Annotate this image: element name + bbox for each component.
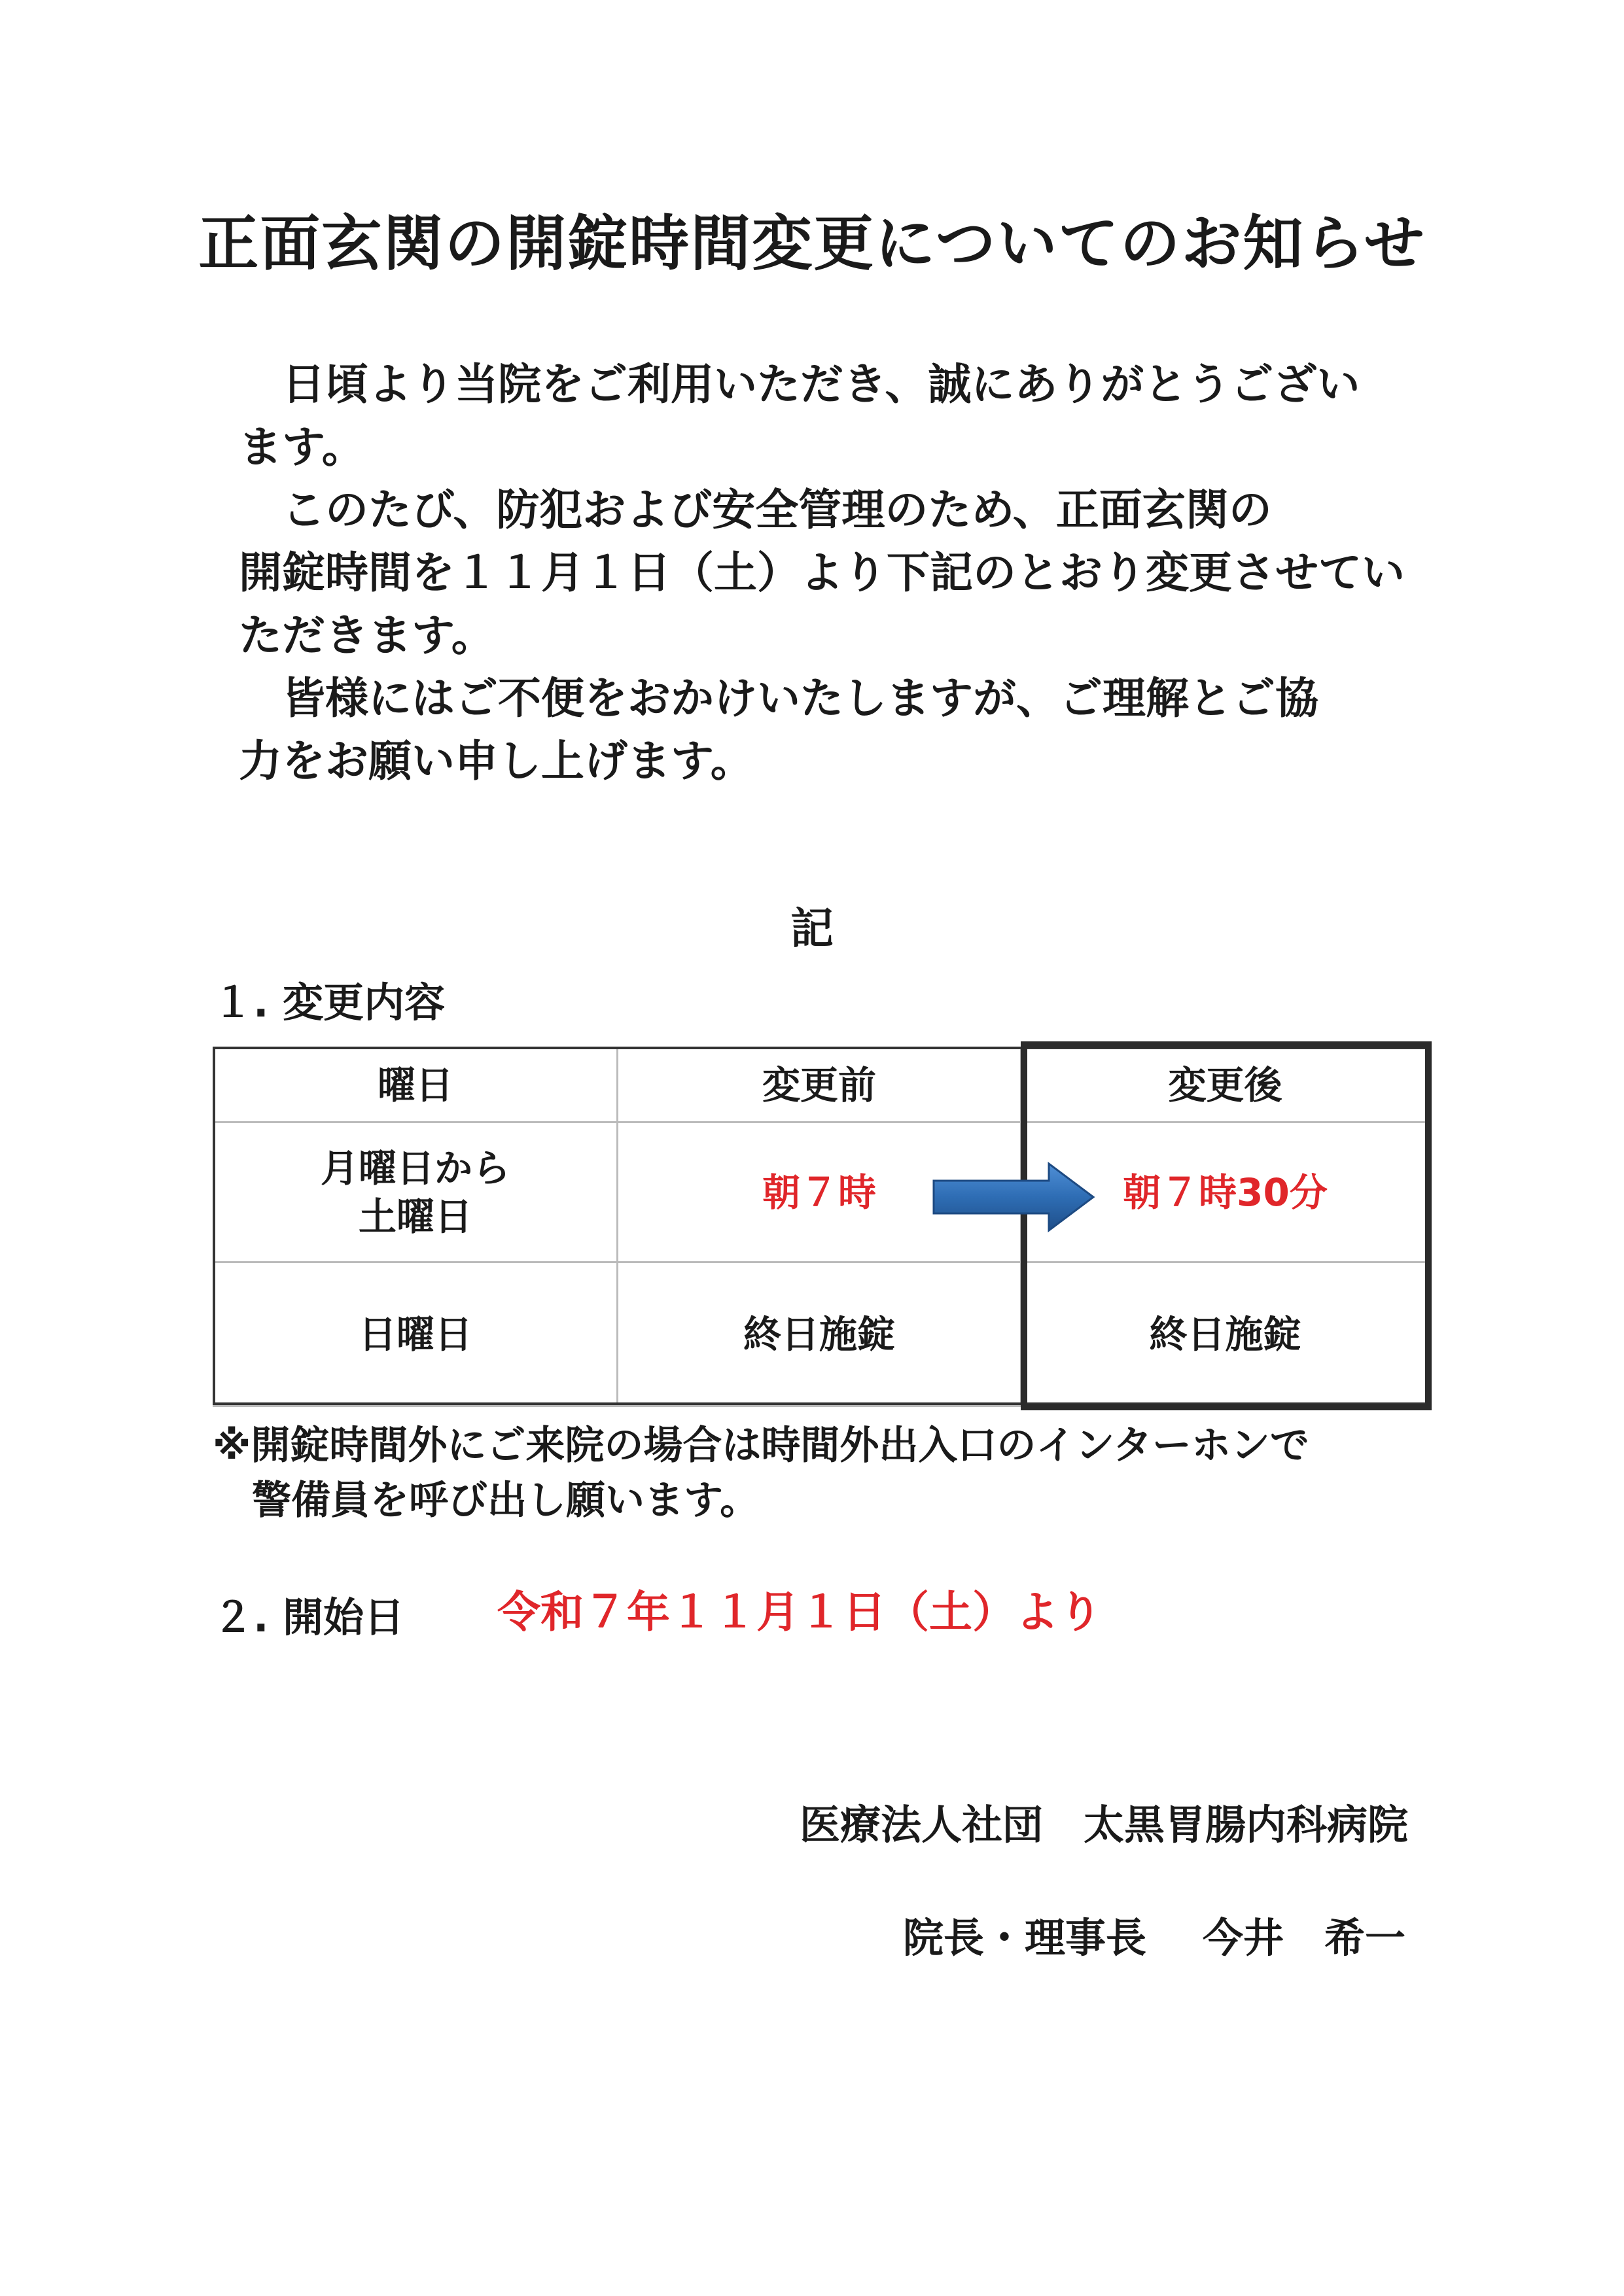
body-line: 日頃より当院をご利用いただき、誠にありがとうござい [239, 359, 1360, 409]
before-time: 朝７時 [618, 1122, 1021, 1262]
after-hours-note [213, 1418, 1309, 1528]
before-time: 終日施錠 [618, 1262, 1021, 1406]
header-before: 変更前 [618, 1048, 1021, 1122]
section-2-number: ２. [213, 1593, 269, 1641]
body-line: ます。 [239, 422, 365, 472]
body-line: 力をお願い申し上げます。 [239, 736, 754, 786]
table-header-row [214, 1048, 1430, 1122]
section-2-heading [213, 1588, 404, 1647]
day-line: 月曜日から [320, 1145, 510, 1191]
header-day: 曜日 [214, 1048, 618, 1122]
section-2-label: 開始日 [283, 1593, 405, 1641]
body-line: 皆様にはご不便をおかけいたしますが、ご理解とご協 [239, 673, 1318, 723]
after-time: 終日施錠 [1021, 1262, 1430, 1406]
day-cell [214, 1122, 618, 1262]
section-1-number: １. [213, 979, 269, 1026]
body-line: ただきます。 [239, 610, 495, 661]
note-line: 警備員を呼び出し願います。 [213, 1478, 760, 1523]
intro-paragraph [239, 353, 1417, 793]
table-row [214, 1262, 1430, 1406]
note-line: ※開錠時間外にご来院の場合は時間外出入口のインターホンで [213, 1423, 1309, 1469]
section-1-heading [213, 973, 445, 1032]
schedule-table [213, 1047, 1430, 1407]
day-line: 土曜日 [358, 1194, 472, 1239]
body-line: このたび、防犯および安全管理のため、正面玄関の [239, 485, 1272, 535]
organization-name: 医療法人社団 太黒胃腸内科病院 [799, 1801, 1408, 1849]
page-title: 正面玄関の開錠時間変更についてのお知らせ [198, 209, 1426, 279]
header-after: 変更後 [1021, 1048, 1430, 1122]
after-time: 朝７時30分 [1021, 1122, 1430, 1262]
signer-role: 院長・理事長 [903, 1914, 1147, 1962]
start-date: 令和７年１１月１日（土）より [497, 1587, 1102, 1637]
signer-name: 今井 希一 [1203, 1914, 1406, 1962]
right-arrow-icon [932, 1161, 1096, 1233]
section-1-label: 変更内容 [283, 979, 446, 1026]
table-row [214, 1122, 1430, 1262]
body-line: 開錠時間を１１月１日（土）より下記のとおり変更させてい [239, 548, 1405, 598]
day-cell: 日曜日 [214, 1262, 618, 1406]
ki-heading: 記 [790, 903, 834, 954]
